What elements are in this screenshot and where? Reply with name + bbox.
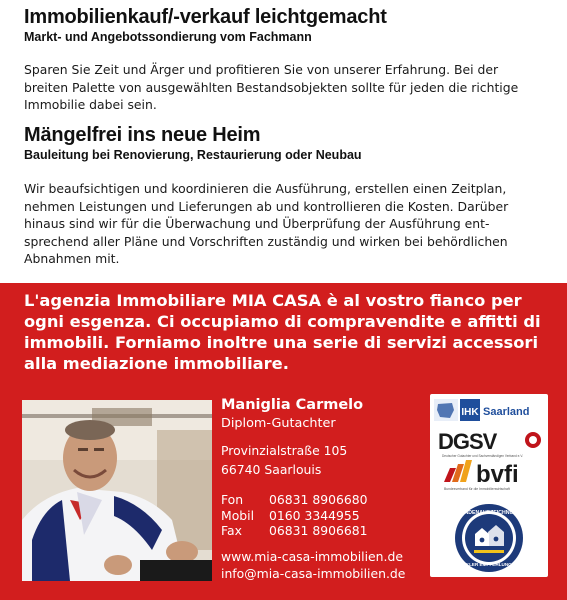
certification-badges: [430, 394, 548, 577]
seal-bottom-text: MAKLER EMPFEHLUNG.DE: [458, 562, 520, 567]
address: [221, 441, 347, 479]
text-line: nehmen Leistungen und Lieferungen ab und kontrollieren die Kosten. Darüber: [24, 198, 509, 214]
section-heading-heim: Mängelfrei ins neue Heim: [24, 124, 261, 146]
text-line: breiten Palette von ausgewählten Bestandsobjekten sollte für jeden die richtige: [24, 79, 519, 95]
phone-row: [221, 523, 368, 539]
text-line: Sparen Sie Zeit und Ärger und profitieren Sie von unserer Erfahrung. Bei der: [24, 62, 499, 77]
web-contacts: [221, 549, 405, 582]
slogan: [24, 290, 544, 374]
agent-name: Maniglia Carmelo: [221, 397, 364, 413]
dgsv-subtitle: Deutscher Gutachter und Sachverständigen Verband e.V.: [442, 454, 524, 458]
section-subheading-heim: Bauleitung bei Renovierung, Restaurierung oder Neubau: [24, 148, 362, 162]
ihk-saarland-logo: [434, 399, 544, 421]
phone-row: [221, 492, 368, 508]
dgsv-wordmark: DGSV: [438, 429, 497, 454]
bvfi-wordmark: bvfi: [476, 461, 519, 488]
phone-label: Mobil: [221, 507, 255, 523]
bvfi-logo: [444, 460, 519, 491]
ihk-label: IHK: [461, 407, 479, 418]
text-line: Abnahmen mit.: [24, 251, 120, 266]
info-section: [0, 0, 567, 283]
text-line: Immobilie dabei sein.: [24, 97, 157, 112]
bvfi-subtitle: Bundesverband für die Immobilienwirtschaft: [444, 487, 510, 491]
phone-row: [221, 508, 368, 524]
phone-number[interactable]: 0160 3344955: [269, 507, 360, 523]
seal-top-text: KUNDENAUSZEICHNUNG: [457, 510, 521, 516]
email-link[interactable]: info@mia-casa-immobilien.de: [221, 565, 406, 581]
slogan-line: alla mediazione immobiliare.: [24, 354, 289, 373]
section-text-heim: [24, 180, 544, 268]
address-street: Provinzialstraße 105: [221, 443, 348, 458]
phone-number[interactable]: 06831 8906680: [269, 492, 368, 507]
website-link[interactable]: www.mia-casa-immobilien.de: [221, 549, 403, 564]
text-line: hinaus sind wir für die Überwachung und Überprüfung der Ausführung ent-: [24, 216, 490, 231]
agent-title: Diplom-Gutachter: [221, 416, 336, 431]
dgsv-logo: [438, 429, 541, 458]
agent-photo: [22, 400, 212, 581]
slogan-line: ogni esgenza. Ci occupiamo di compravendite e affitti di: [24, 312, 541, 331]
makler-empfehlung-seal: [455, 504, 523, 572]
section-subheading-kauf: Markt- und Angebotssondierung vom Fachmann: [24, 30, 312, 44]
phone-list: [221, 492, 368, 539]
phone-label: Fax: [221, 523, 242, 538]
phone-label: Fon: [221, 492, 244, 507]
section-heading-kauf: Immobilienkauf/-verkauf leichtgemacht: [24, 6, 387, 28]
ihk-region: Saarland: [483, 406, 530, 418]
slogan-line: L'agenzia Immobiliare MIA CASA è al vostro fianco per: [24, 291, 522, 310]
phone-number[interactable]: 06831 8906681: [269, 523, 368, 538]
section-text-kauf: [24, 61, 544, 114]
address-city: 66740 Saarlouis: [221, 462, 322, 477]
text-line: sprechend aller Pläne und Vorschriften zuständig und wirken bei behördlichen: [24, 233, 508, 249]
contact-band: [0, 283, 567, 600]
slogan-line: immobili. Forniamo inoltre una serie di servizi accessori: [24, 333, 539, 352]
text-line: Wir beaufsichtigen und koordinieren die Ausführung, erstellen einen Zeitplan,: [24, 181, 507, 196]
